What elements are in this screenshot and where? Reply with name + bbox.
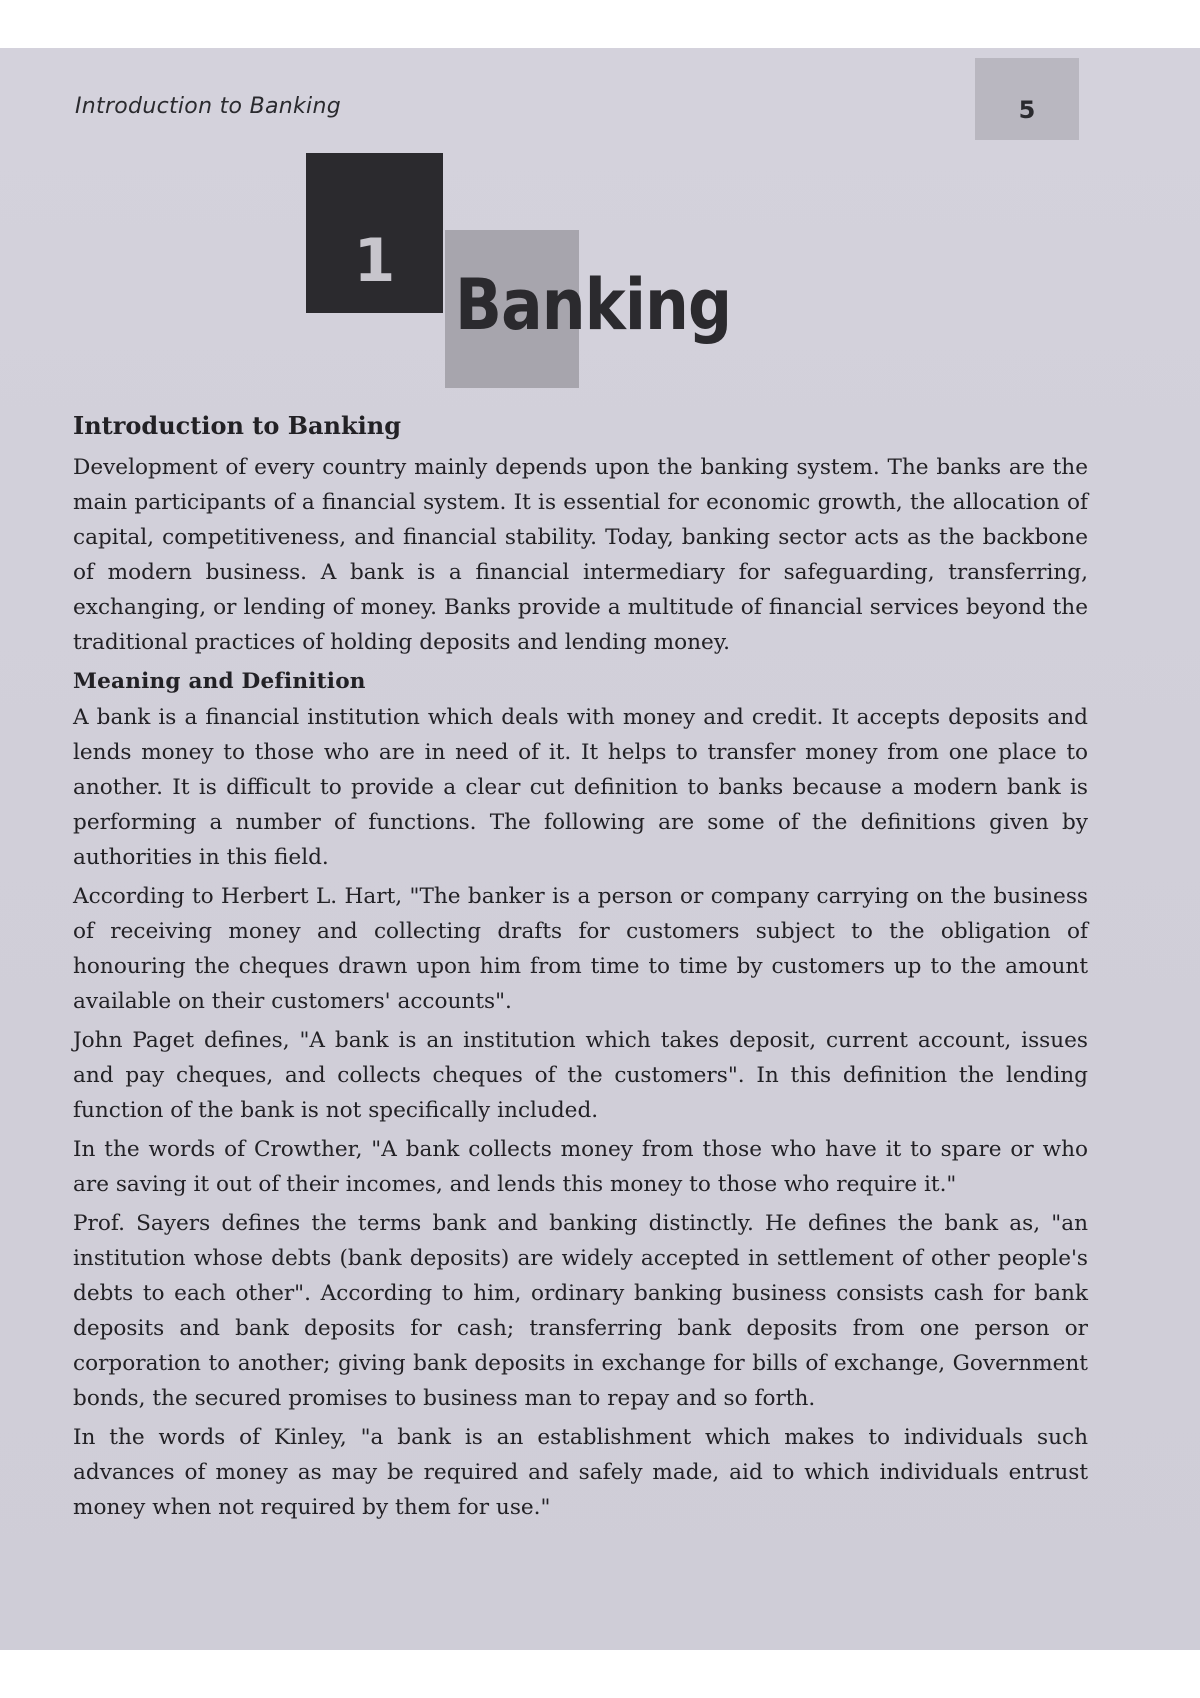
page-content [73, 408, 1088, 1529]
running-header: Introduction to Banking [75, 94, 341, 119]
chapter-title: Banking [455, 264, 732, 346]
chapter-number: 1 [353, 226, 396, 296]
kinley-definition-paragraph: In the words of Kinley, "a bank is an establishment which makes to individuals such advances of money as may be required and safely made, aid to which individuals entrust money when not required by them for use." [73, 1425, 1088, 1520]
book-page [0, 48, 1200, 1650]
crowther-definition-paragraph: In the words of Crowther, "A bank collects money from those who have it to spare or who are saving it out of their incomes, and lends this money to those who require it." [73, 1137, 1088, 1197]
intro-heading: Introduction to Banking [73, 411, 401, 440]
chapter-number-block [306, 153, 443, 313]
page-number-box [975, 58, 1079, 140]
meaning-paragraph: A bank is a financial institution which deals with money and credit. It accepts deposits and lends money to those who are in need of it. It helps to transfer money from one place to another. It is difficult to provide a clear cut definition to banks because a modern bank is performing a number of functions. The following are some of the definitions given by authorities in this field. [73, 705, 1088, 870]
intro-paragraph: Development of every country mainly depends upon the banking system. The banks are the main participants of a financial system. It is essential for economic growth, the allocation of capital, competitiveness, and financial stability. Today, banking sector acts as the backbone of modern business. A bank is a financial intermediary for safeguarding, transferring, exchanging, or lending of money. Banks provide a multitude of financial services beyond the traditional practices of holding deposits and lending money. [73, 455, 1088, 655]
meaning-heading: Meaning and Definition [73, 669, 366, 694]
hart-definition-paragraph: According to Herbert L. Hart, "The banker is a person or company carrying on the business of receiving money and collecting drafts for customers subject to the obligation of honouring the cheques drawn upon him from time to time by customers up to the amount available on their customers' accounts". [73, 884, 1088, 1014]
sayers-definition-paragraph: Prof. Sayers defines the terms bank and banking distinctly. He defines the bank as, "an institution whose debts (bank deposits) are widely accepted in settlement of other people's debts to each other". According to him, ordinary banking business consists cash for bank deposits and bank deposits for cash; transferring bank deposits from one person or corporation to another; giving bank deposits in exchange for bills of exchange, Government bonds, the secured promises to business man to repay and so forth. [73, 1211, 1088, 1411]
paget-definition-paragraph: John Paget defines, "A bank is an institution which takes deposit, current account, issues and pay cheques, and collects cheques of the customers". In this definition the lending function of the bank is not specifically included. [73, 1028, 1088, 1123]
page-number: 5 [1018, 96, 1036, 124]
